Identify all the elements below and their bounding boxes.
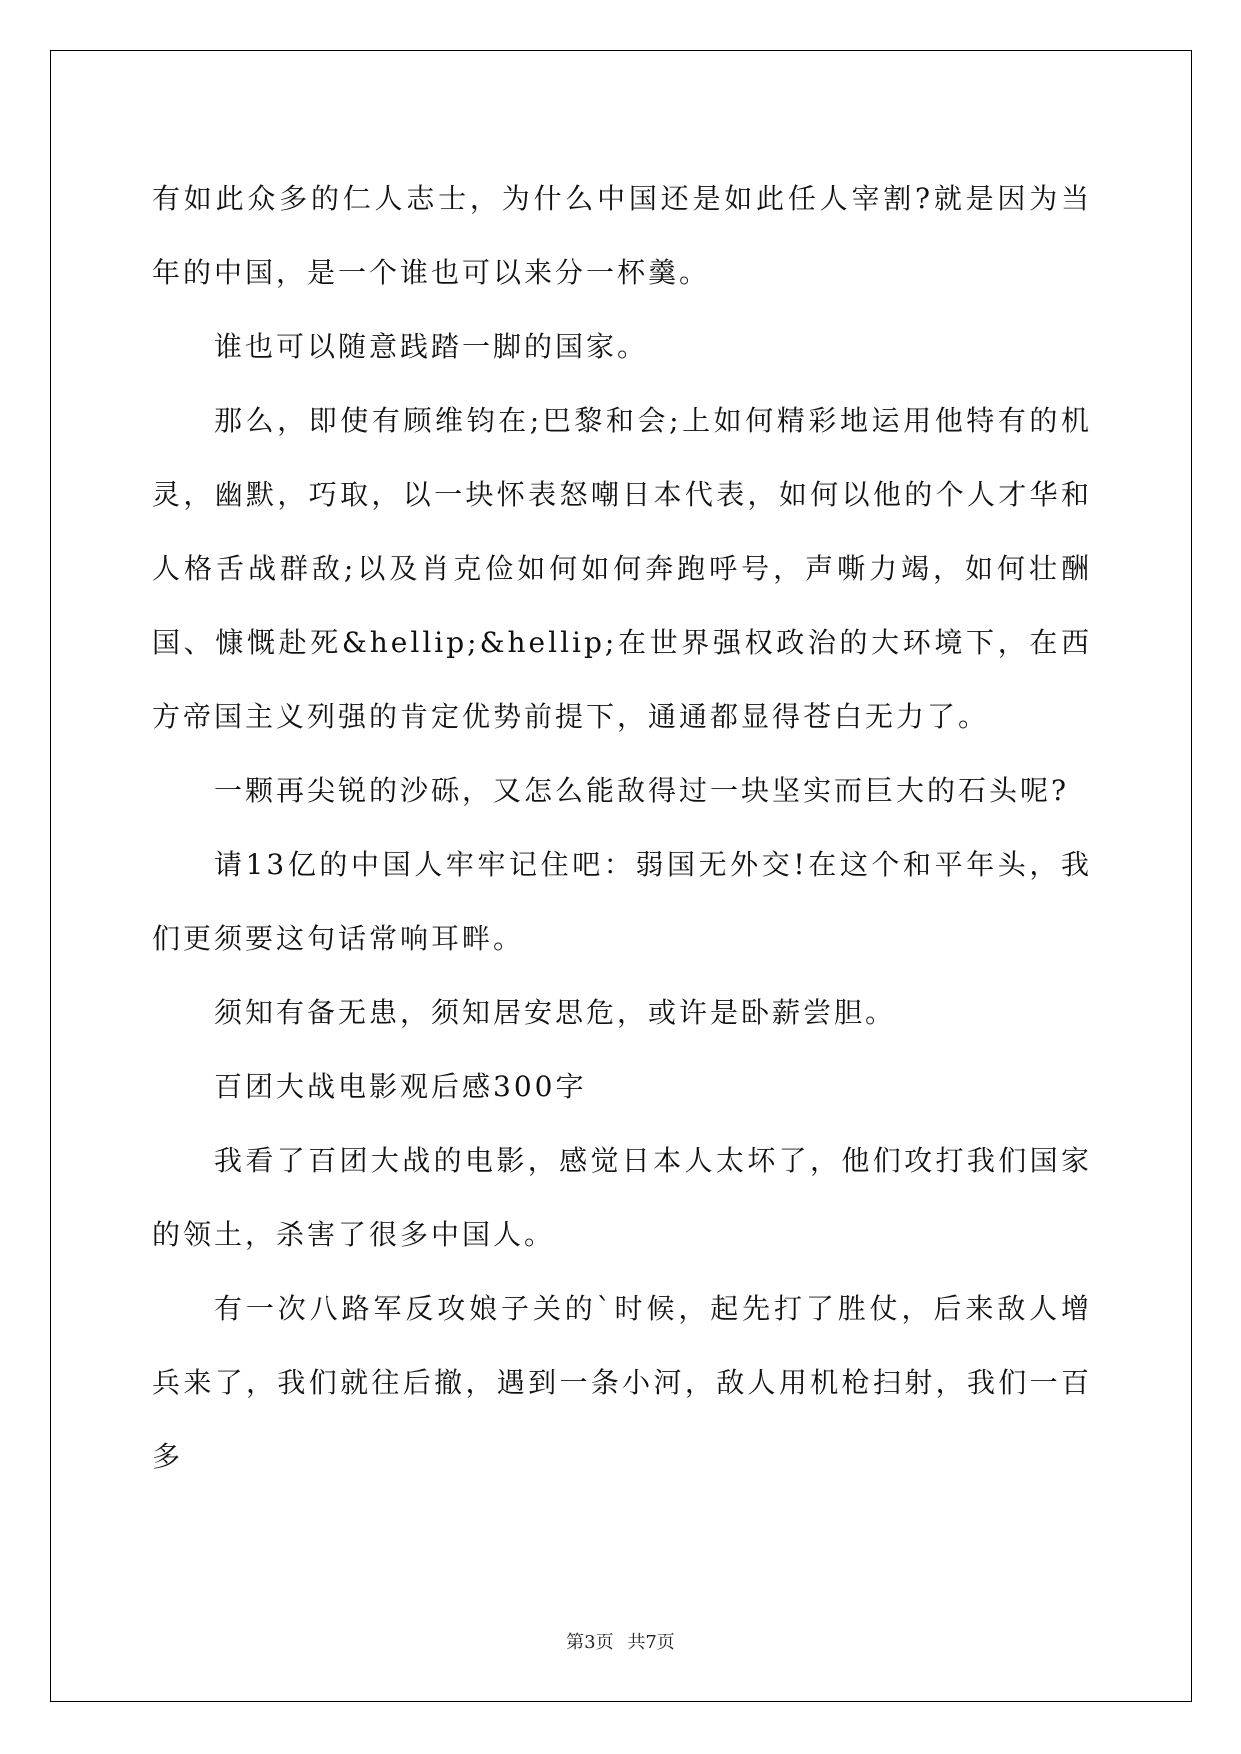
paragraph: 有如此众多的仁人志士，为什么中国还是如此任人宰割?就是因为当年的中国，是一个谁也可以来分一杯羹。 <box>152 182 1092 289</box>
paragraph: 请13亿的中国人牢牢记住吧：弱国无外交!在这个和平年头，我们更须要这句话常响耳畔。 <box>152 848 1092 955</box>
paragraph: 须知有备无患，须知居安思危，或许是卧薪尝胆。 <box>214 996 897 1029</box>
paragraph: 有一次八路军反攻娘子关的`时候，起先打了胜仗，后来敌人增兵来了，我们就往后撤，遇到一条小河，敌人用机枪扫射，我们一百多 <box>152 1292 1092 1473</box>
page-footer <box>0 1628 1241 1654</box>
document-body <box>152 162 1092 1494</box>
paragraph: 我看了百团大战的电影，感觉日本人太坏了，他们攻打我们国家的领土，杀害了很多中国人。 <box>152 1144 1092 1251</box>
paragraph: 那么，即使有顾维钧在;巴黎和会;上如何精彩地运用他特有的机灵，幽默，巧取，以一块怀表怒嘲日本代表，如何以他的个人才华和人格舌战群敌;以及肖克俭如何如何奔跑呼号，声嘶力竭，如何壮酬国、慷慨赴死&hellip;&hellip;在世界强权政治的大环境下，在西方帝国主义列强的肯定优势前提下，通通都显得苍白无力了。 <box>152 404 1092 733</box>
paragraph: 一颗再尖锐的沙砾，又怎么能敌得过一块坚实而巨大的石头呢? <box>214 774 1070 807</box>
section-heading: 百团大战电影观后感300字 <box>214 1070 587 1103</box>
page-total: 共7页 <box>627 1632 675 1653</box>
page-number: 第3页 <box>566 1632 614 1653</box>
paragraph: 谁也可以随意践踏一脚的国家。 <box>214 330 649 363</box>
